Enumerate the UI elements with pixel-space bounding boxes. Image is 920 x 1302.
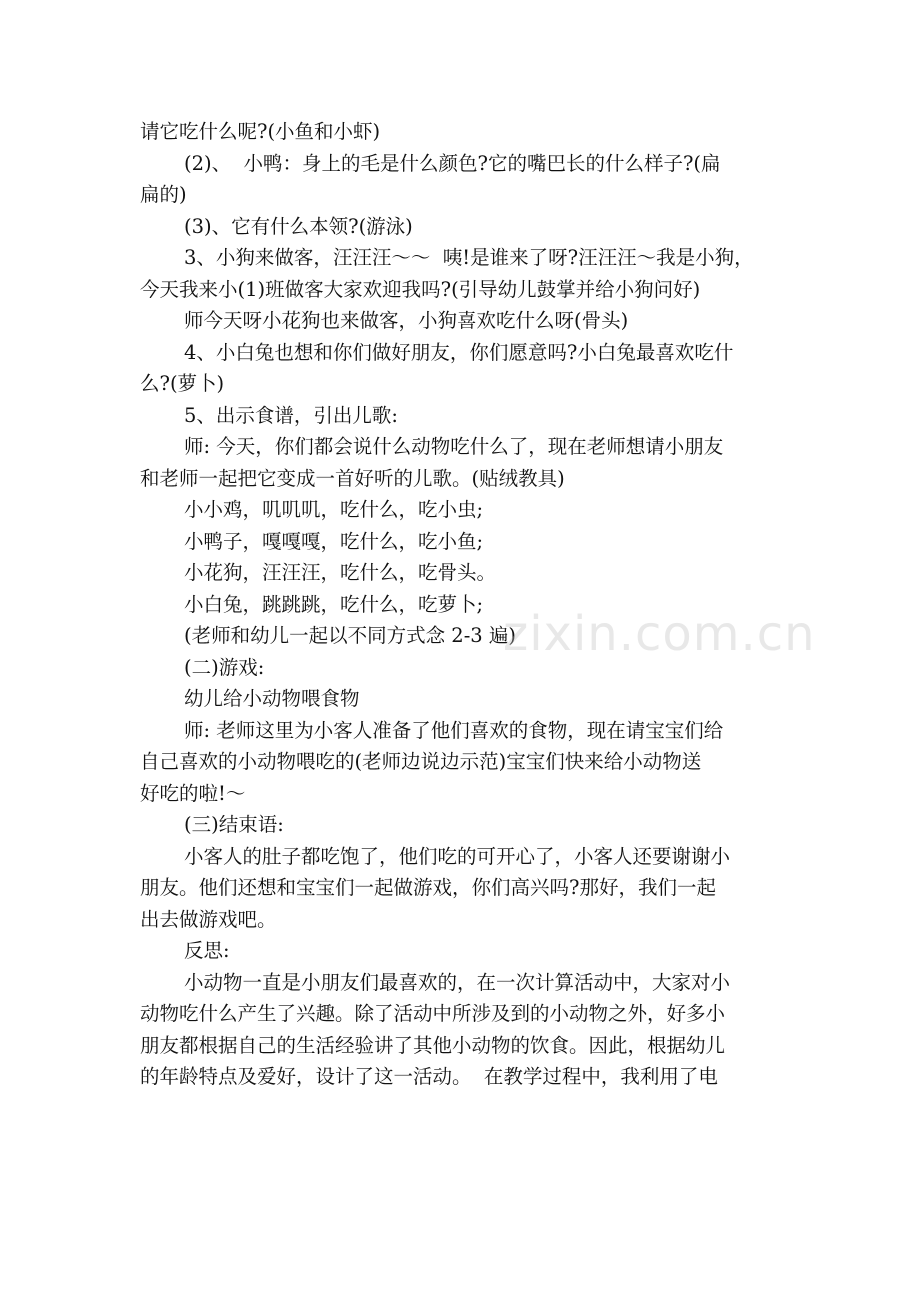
text-line: 小鸭子，嘎嘎嘎，吃什么，吃小鱼; [184, 529, 484, 553]
text-line: 4、小白兔也想和你们做好朋友，你们愿意吗?小白兔最喜欢吃什 [184, 340, 734, 364]
text-line: 小小鸡，叽叽叽，吃什么，吃小虫; [184, 498, 484, 521]
text-line: (老师和幼儿一起以不同方式念 2-3 遍) [184, 624, 517, 647]
text-line: 好吃的啦!～ [140, 781, 246, 805]
text-line: 朋友。他们还想和宝宝们一起做游戏，你们高兴吗?那好，我们一起 [140, 876, 716, 899]
text-line: (三)结束语: [184, 813, 284, 836]
text-line: 朋友都根据自己的生活经验讲了其他小动物的饮食。因此，根据幼儿 [140, 1033, 726, 1057]
text-line: 自己喜欢的小动物喂吃的(老师边说边示范)宝宝们快来给小动物送 [140, 750, 702, 773]
text-line: 今天我来小(1)班做客大家欢迎我吗?(引导幼儿鼓掌并给小狗问好) [140, 277, 701, 301]
text-line: 师今天呀小花狗也来做客，小狗喜欢吃什么呀(骨头) [184, 309, 629, 332]
text-line: 幼儿给小动物喂食物 [184, 687, 360, 710]
text-line: 反思: [184, 939, 230, 962]
text-line: 小客人的肚子都吃饱了，他们吃的可开心了，小客人还要谢谢小 [184, 844, 731, 868]
text-line: 小动物一直是小朋友们最喜欢的，在一次计算活动中，大家对小 [184, 970, 731, 994]
text-line: 小花狗，汪汪汪，吃什么，吃骨头。 [184, 561, 497, 584]
text-line: 5、出示食谱，引出儿歌: [184, 403, 398, 427]
text-line: 小白兔，跳跳跳，吃什么，吃萝卜; [184, 592, 484, 616]
text-line: 师: 老师这里为小客人准备了他们喜欢的食物，现在请宝宝们给 [184, 718, 724, 742]
text-line: 师: 今天，你们都会说什么动物吃什么了，现在老师想请小朋友 [184, 435, 724, 458]
text-line: 请它吃什么呢?(小鱼和小虾) [140, 120, 381, 143]
text-line: (3)、它有什么本领?(游泳) [184, 214, 413, 238]
text-line: 动物吃什么产生了兴趣。除了活动中所涉及到的小动物之外，好多小 [140, 1002, 726, 1025]
text-line: 3、小狗来做客，汪汪汪～～ 咦!是谁来了呀?汪汪汪～我是小狗， [184, 246, 754, 269]
text-line: (2)、 小鸭：身上的毛是什么颜色?它的嘴巴长的什么样子?(扁 [184, 151, 721, 175]
text-line: 出去做游戏吧。 [140, 907, 277, 931]
text-line: 的年龄特点及爱好，设计了这一活动。 在教学过程中，我利用了电 [140, 1065, 718, 1088]
text-line: 扁的) [140, 183, 187, 206]
text-line: 和老师一起把它变成一首好听的儿歌。(贴绒教具) [140, 466, 565, 490]
text-line: 么?(萝卜) [140, 372, 225, 395]
watermark: zixin.com.cn [503, 606, 816, 662]
document-body [140, 116, 785, 1093]
text-line: (二)游戏: [184, 655, 265, 679]
